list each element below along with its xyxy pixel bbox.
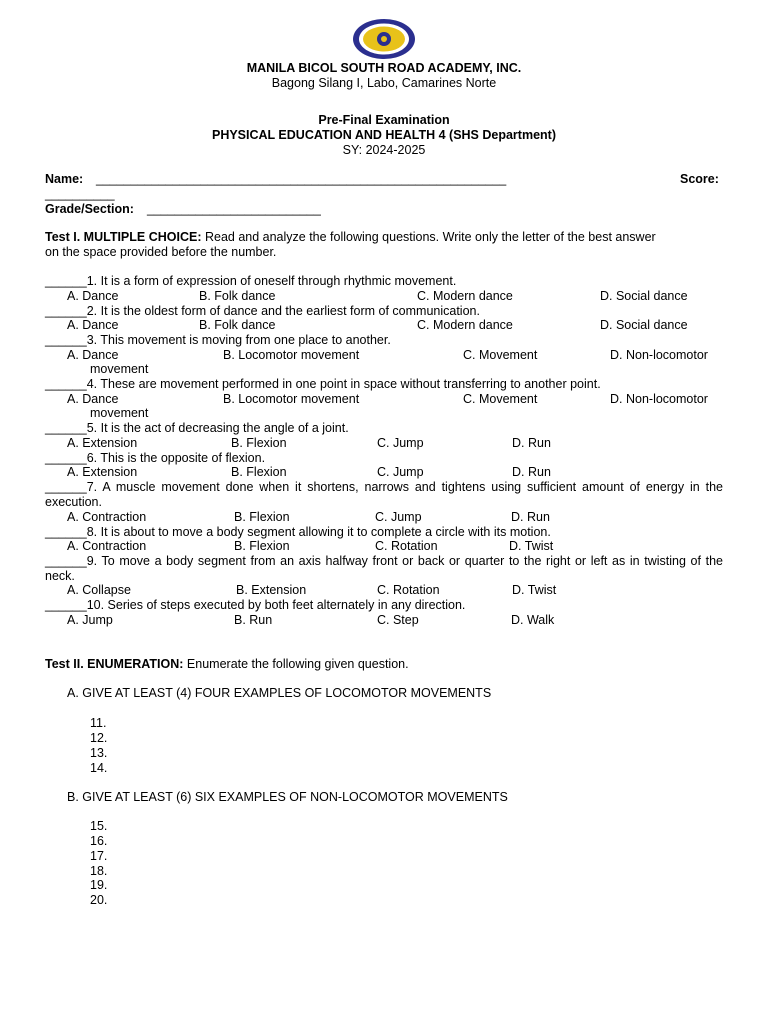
q2-option-a: A. Dance: [67, 318, 119, 332]
q3-option-b: B. Locomotor movement: [223, 348, 360, 362]
answer-line-16: 16.: [90, 834, 108, 848]
answer-line-11: 11.: [90, 716, 107, 730]
grade-section-label: Grade/Section:: [45, 202, 134, 216]
score-label: Score:: [680, 172, 719, 186]
q5-option-b: B. Flexion: [231, 436, 287, 450]
question-7: ______7. A muscle movement done when it shortens, narrows and tightens using sufficient amount of energy in the execution.: [45, 480, 723, 509]
question-2: ______2. It is the oldest form of dance and the earliest form of communication.: [45, 304, 480, 318]
q5-option-d: D. Run: [512, 436, 551, 450]
q6-option-d: D. Run: [512, 465, 551, 479]
q5-option-a: A. Extension: [67, 436, 138, 450]
test1-instructions-line1: Read and analyze the following questions. Write only the letter of the best answer: [204, 230, 656, 244]
school-year: SY: 2024-2025: [342, 143, 426, 157]
test1-title: Test I. MULTIPLE CHOICE:: [45, 230, 202, 244]
q4-option-c: C. Movement: [463, 392, 538, 406]
q7-option-c: C. Jump: [375, 510, 422, 524]
q6-option-a: A. Extension: [67, 465, 138, 479]
question-3: ______3. This movement is moving from one place to another.: [45, 333, 391, 347]
question-6: ______6. This is the opposite of flexion.: [45, 451, 266, 465]
q7-option-b: B. Flexion: [234, 510, 290, 524]
q4-option-b: B. Locomotor movement: [223, 392, 360, 406]
q8-option-b: B. Flexion: [234, 539, 290, 553]
q4-option-d-wrap: movement: [90, 406, 149, 420]
q3-option-c: C. Movement: [463, 348, 538, 362]
answer-line-14: 14.: [90, 761, 108, 775]
q5-option-c: C. Jump: [377, 436, 424, 450]
q8-option-c: C. Rotation: [375, 539, 438, 553]
q1-option-b: B. Folk dance: [199, 289, 276, 303]
test2-title: Test II. ENUMERATION:: [45, 657, 184, 671]
school-seal-icon: [352, 18, 416, 60]
q2-option-c: C. Modern dance: [417, 318, 513, 332]
test1-instructions: [45, 230, 656, 244]
score-field[interactable]: __________: [45, 187, 115, 201]
answer-line-12: 12.: [90, 731, 108, 745]
q7-option-a: A. Contraction: [67, 510, 147, 524]
enumeration-part-a: A. GIVE AT LEAST (4) FOUR EXAMPLES OF LOCOMOTOR MOVEMENTS: [67, 686, 492, 700]
q9-option-d: D. Twist: [512, 583, 557, 597]
test2-instructions-text: Enumerate the following given question.: [186, 657, 409, 671]
answer-line-13: 13.: [90, 746, 108, 760]
q1-option-d: D. Social dance: [600, 289, 688, 303]
q8-option-a: A. Contraction: [67, 539, 147, 553]
q3-option-a: A. Dance: [67, 348, 119, 362]
q3-option-d-wrap: movement: [90, 362, 149, 376]
school-address: Bagong Silang I, Labo, Camarines Norte: [271, 76, 497, 90]
question-5: ______5. It is the act of decreasing the angle of a joint.: [45, 421, 349, 435]
answer-line-18: 18.: [90, 864, 108, 878]
test2-instructions: [45, 657, 409, 671]
q3-option-d: D. Non-locomotor: [610, 348, 708, 362]
name-label: Name:: [45, 172, 84, 186]
subject-title: PHYSICAL EDUCATION AND HEALTH 4 (SHS Department): [211, 128, 556, 142]
answer-line-19: 19.: [90, 878, 108, 892]
q2-option-d: D. Social dance: [600, 318, 688, 332]
name-field[interactable]: ___________________________________________________________: [96, 172, 507, 186]
q1-option-c: C. Modern dance: [417, 289, 513, 303]
q2-option-b: B. Folk dance: [199, 318, 276, 332]
q1-option-a: A. Dance: [67, 289, 119, 303]
school-name: MANILA BICOL SOUTH ROAD ACADEMY, INC.: [246, 61, 522, 75]
q10-option-c: C. Step: [377, 613, 419, 627]
q7-option-d: D. Run: [511, 510, 550, 524]
q9-option-b: B. Extension: [236, 583, 307, 597]
answer-line-17: 17.: [90, 849, 108, 863]
q4-option-a: A. Dance: [67, 392, 119, 406]
test1-instructions-line2: on the space provided before the number.: [45, 245, 277, 259]
answer-line-15: 15.: [90, 819, 108, 833]
q9-option-c: C. Rotation: [377, 583, 440, 597]
q10-option-b: B. Run: [234, 613, 273, 627]
q6-option-b: B. Flexion: [231, 465, 287, 479]
q10-option-d: D. Walk: [511, 613, 555, 627]
question-4: ______4. These are movement performed in one point in space without transferring to another point.: [45, 377, 601, 391]
question-10: ______10. Series of steps executed by both feet alternately in any direction.: [45, 598, 466, 612]
q4-option-d: D. Non-locomotor: [610, 392, 708, 406]
question-9: ______9. To move a body segment from an axis halfway front or back or quarter to the right or left as in twisting of the neck.: [45, 554, 723, 583]
exam-title: Pre-Final Examination: [318, 113, 450, 127]
q10-option-a: A. Jump: [67, 613, 113, 627]
question-8: ______8. It is about to move a body segment allowing it to complete a circle with its motion.: [45, 525, 551, 539]
q8-option-d: D. Twist: [509, 539, 554, 553]
q9-option-a: A. Collapse: [67, 583, 131, 597]
q6-option-c: C. Jump: [377, 465, 424, 479]
enumeration-part-b: B. GIVE AT LEAST (6) SIX EXAMPLES OF NON-LOCOMOTOR MOVEMENTS: [67, 790, 508, 804]
question-1: ______1. It is a form of expression of oneself through rhythmic movement.: [45, 274, 457, 288]
grade-section-field[interactable]: _________________________: [147, 202, 321, 216]
answer-line-20: 20.: [90, 893, 108, 907]
